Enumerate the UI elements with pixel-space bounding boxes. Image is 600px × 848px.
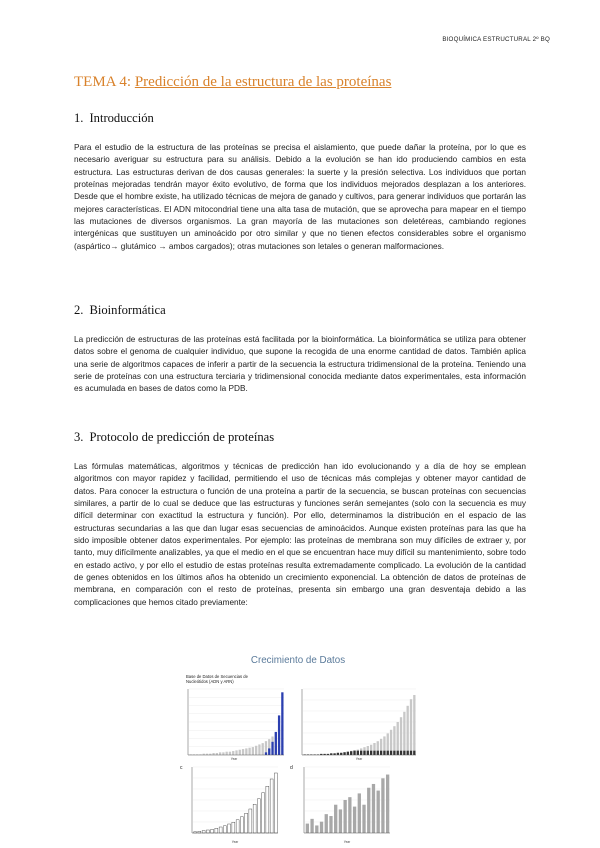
panel-b-base-bar xyxy=(387,751,389,755)
section-introduccion xyxy=(74,111,526,253)
panel-c-bar xyxy=(240,817,243,833)
panel-c-bar xyxy=(257,799,260,833)
title-prefix: TEMA 4: xyxy=(74,74,132,90)
chart-panel-c xyxy=(178,763,282,845)
panel-a-gray-bar xyxy=(258,744,260,755)
panel-a-title-line2: Nucleótidos (ADN y ARN) xyxy=(186,679,234,684)
panel-b-bar xyxy=(410,699,412,755)
panel-b-base-bar xyxy=(413,751,415,755)
panel-a-blue-bar xyxy=(281,692,283,755)
section-protocolo xyxy=(74,430,526,609)
panel-c-bars xyxy=(193,767,278,833)
page-header-course: BIOQUÍMICA ESTRUCTURAL 2º BQ xyxy=(442,36,550,43)
panel-b-base-bar xyxy=(393,751,395,755)
panel-c-label: c xyxy=(180,765,183,771)
panel-c-bar xyxy=(274,773,277,833)
panel-d-bars xyxy=(305,767,390,833)
panel-d-bar xyxy=(386,775,389,833)
panel-b-base-bar xyxy=(353,751,355,755)
document-title xyxy=(74,74,391,91)
panel-d-bar xyxy=(372,784,375,833)
section-heading xyxy=(74,303,526,318)
panel-d-bar xyxy=(320,822,323,833)
panel-b-base-bar xyxy=(373,751,375,755)
panel-b-base-bar xyxy=(360,751,362,755)
panel-a-gray-bar xyxy=(219,752,221,755)
panel-c-xlabel: Year xyxy=(231,840,239,844)
panel-d-bar xyxy=(367,788,370,833)
panel-b-base-bar xyxy=(337,753,339,755)
panel-c-bar xyxy=(253,804,256,833)
panel-a-blue-bar xyxy=(278,715,280,755)
panel-b-base-bar xyxy=(403,751,405,755)
panel-a-gray-bar xyxy=(252,747,254,755)
panel-d-bar xyxy=(334,805,337,833)
panel-c-bar xyxy=(215,828,218,833)
section-bioinformatica xyxy=(74,303,526,396)
panel-d-bar xyxy=(358,793,361,833)
panel-a-blue-bar xyxy=(275,732,277,755)
panel-a-bars xyxy=(189,689,284,755)
panel-b-bars xyxy=(303,689,416,755)
figure-title: Crecimiento de Datos xyxy=(250,655,346,666)
panel-b-base-bar xyxy=(350,751,352,755)
panel-c-bar xyxy=(228,824,231,833)
panel-b-base-bar xyxy=(380,751,382,755)
panel-a-blue-bar xyxy=(271,742,273,755)
panel-c-bar xyxy=(249,809,252,833)
panel-d-bar xyxy=(329,816,332,833)
panel-c-bar xyxy=(219,827,222,833)
panel-d-bar xyxy=(325,814,328,833)
panel-a-gray-bar xyxy=(235,750,237,755)
section-heading xyxy=(74,430,526,445)
section-number: 2. xyxy=(74,303,84,317)
panel-c-bar xyxy=(198,831,201,833)
panel-b-xlabel: Year xyxy=(355,757,363,761)
panel-c-bar xyxy=(245,813,248,833)
chart-panel-b xyxy=(294,685,420,761)
section-heading-text: Protocolo de predicción de proteínas xyxy=(89,430,275,444)
panel-b-base-bar xyxy=(343,752,345,755)
panel-d-bar xyxy=(339,809,342,833)
panel-a-xlabel: Year xyxy=(230,757,238,761)
panel-a-gray-bar xyxy=(245,748,247,755)
section-body: La predicción de estructuras de las proteínas está facilitada por la bioinformática. La bioinformática se utiliza para obtener datos sobre el genoma de cualquier individuo, que supone la recogida de una enorme cantidad de datos. También aplica una serie de algoritmos capaces de inferir a partir de la secuencia la estructura tridimensional de la proteína. Teniendo una serie de proteínas con una estructura terciaria y tridimensional conocida mediante datos experimentales, esta información es acumulada en bases de datos como la PDB. xyxy=(74,335,526,394)
section-heading-text: Introducción xyxy=(89,111,154,125)
section-number: 1. xyxy=(74,111,84,125)
section-number: 3. xyxy=(74,430,84,444)
chart-panel-a xyxy=(178,671,290,761)
panel-c-bar xyxy=(232,822,235,833)
panel-a-blue-bar xyxy=(265,752,267,755)
panel-d-bar xyxy=(381,778,384,833)
panel-b-bar xyxy=(400,717,402,755)
chart-panel-d xyxy=(288,763,394,845)
panel-b-base-bar xyxy=(367,751,369,755)
panel-d-bar xyxy=(306,824,309,833)
panel-d-bar xyxy=(362,805,365,833)
panel-a-gray-bar xyxy=(255,746,257,755)
panel-d-bar xyxy=(310,819,313,833)
panel-b-base-bar xyxy=(370,751,372,755)
panel-c-bar xyxy=(206,830,209,833)
panel-a-gray-bar xyxy=(216,753,218,755)
panel-d-bar xyxy=(343,800,346,833)
panel-a-gray-bar xyxy=(239,750,241,755)
panel-c-bar xyxy=(270,779,273,833)
panel-b-base-bar xyxy=(357,751,359,755)
section-body: Para el estudio de la estructura de las proteínas se precisa el aislamiento, que puede dañar la proteína, por lo que es necesario averiguar su estructura para su análisis. Debido a la evolución se han ido produciendo cambios en esta estructura. Las estructuras derivan de dos causas generales: la suerte y la presión selectiva. Los individuos que portan proteínas mejoradas tendrán mayor éxito evolutivo, de forma que los individuos mejorados desplazan a los anteriores. Desde que el hombre existe, ha utilizado técnicas de mejora de ganado y cultivos, para generar individuos que portarán las mejores características. El ADN mitocondrial tiene una alta tasa de mutación, que se aprovecha para mapear en el tiempo las mutaciones de diversos organismos. La gran mayoría de las mutaciones son deletéreas, cambiando regiones intergénicas que sustituyen un aminoácido por otro similar y que no tienen efectos considerables sobre el organismo (aspártico→ glutámico → ambos cargados); otras mutaciones son letales o generan malformaciones. xyxy=(74,143,526,251)
panel-b-base-bar xyxy=(397,751,399,755)
panel-c-bar xyxy=(236,820,239,833)
panel-c-bar xyxy=(223,826,226,833)
panel-b-base-bar xyxy=(347,752,349,755)
panel-b-base-bar xyxy=(410,751,412,755)
panel-b-base-bar xyxy=(363,751,365,755)
panel-a-title-line1: Base de Datos de Secuencias de xyxy=(186,674,248,679)
panel-a-gray-bar xyxy=(226,752,228,755)
panel-b-base-bar xyxy=(383,751,385,755)
panel-a-gray-bar xyxy=(232,751,234,755)
panel-b-base-bar xyxy=(390,751,392,755)
panel-a-gray-bar xyxy=(262,743,264,755)
panel-d-bar xyxy=(353,807,356,833)
panel-c-bar xyxy=(211,829,214,833)
panel-c-bar xyxy=(266,786,269,833)
panel-a-gray-bar xyxy=(242,749,244,755)
panel-b-base-bar xyxy=(377,751,379,755)
panel-b-base-bar xyxy=(400,751,402,755)
panel-a-gray-bar xyxy=(212,753,214,755)
panel-b-bar xyxy=(407,706,409,755)
figure-crecimiento-datos xyxy=(172,655,424,845)
panel-a-gray-bar xyxy=(229,752,231,755)
panel-d-bar xyxy=(315,825,318,833)
panel-a-gray-bar xyxy=(248,748,250,755)
section-heading-text: Bioinformática xyxy=(89,303,166,317)
panel-b-bar xyxy=(397,722,399,755)
panel-d-bar xyxy=(377,791,380,833)
panel-b-base-bar xyxy=(407,751,409,755)
panel-d-bar xyxy=(348,797,351,833)
panel-c-bar xyxy=(202,831,205,833)
panel-b-bar xyxy=(413,695,415,755)
panel-a-gray-bar xyxy=(222,752,224,755)
panel-d-label: d xyxy=(290,765,293,771)
panel-b-base-bar xyxy=(340,753,342,755)
panel-a-blue-bar xyxy=(268,748,270,755)
panel-b-bar xyxy=(403,712,405,755)
panel-c-bar xyxy=(262,793,265,833)
panel-d-xlabel: Year xyxy=(343,840,351,844)
title-subject: Predicción de la estructura de las proteínas xyxy=(134,74,392,90)
panel-b-bar xyxy=(393,726,395,755)
section-body: Las fórmulas matemáticas, algoritmos y técnicas de predicción han ido evolucionando y a día de hoy se emplean algoritmos con mayor rapidez y facilidad, permitiendo el uso de técnicas más complejas y obtener mayor cantidad de datos. Para conocer la estructura o función de una proteína a partir de la secuencia, se buscan proteínas con secuencias similares, a partir de lo cual se deduce que las estructuras y funciones serán semejantes (solo con la secuencia es muy difícil determinar con exactitud la estructura y función). Por ello, determinamos la distribución en el espacio de las estructuras secundarias a las que dan lugar esas secuencias de aminoácidos. Aunque existen proteínas para las que ha sido imposible obtener datos experimentales. Por ejemplo: las proteínas de membrana son muy difíciles de extraer y, por tanto, muy difícilmente analizables, ya que el medio en el que se encuentran hace muy difícil su mantenimiento, sobre todo en estado activo, y por ello el estudio de estas proteínas resulta extremadamente complicado. La evolución de la cantidad de genes obtenidos en los últimos años ha obtenido un crecimiento exponencial. La obtención de datos de proteínas de membrana, en comparación con el resto de proteínas, presenta sin embargo una gran desventaja debido a las complicaciones que hemos citado previamente: xyxy=(74,462,526,607)
section-heading xyxy=(74,111,526,126)
